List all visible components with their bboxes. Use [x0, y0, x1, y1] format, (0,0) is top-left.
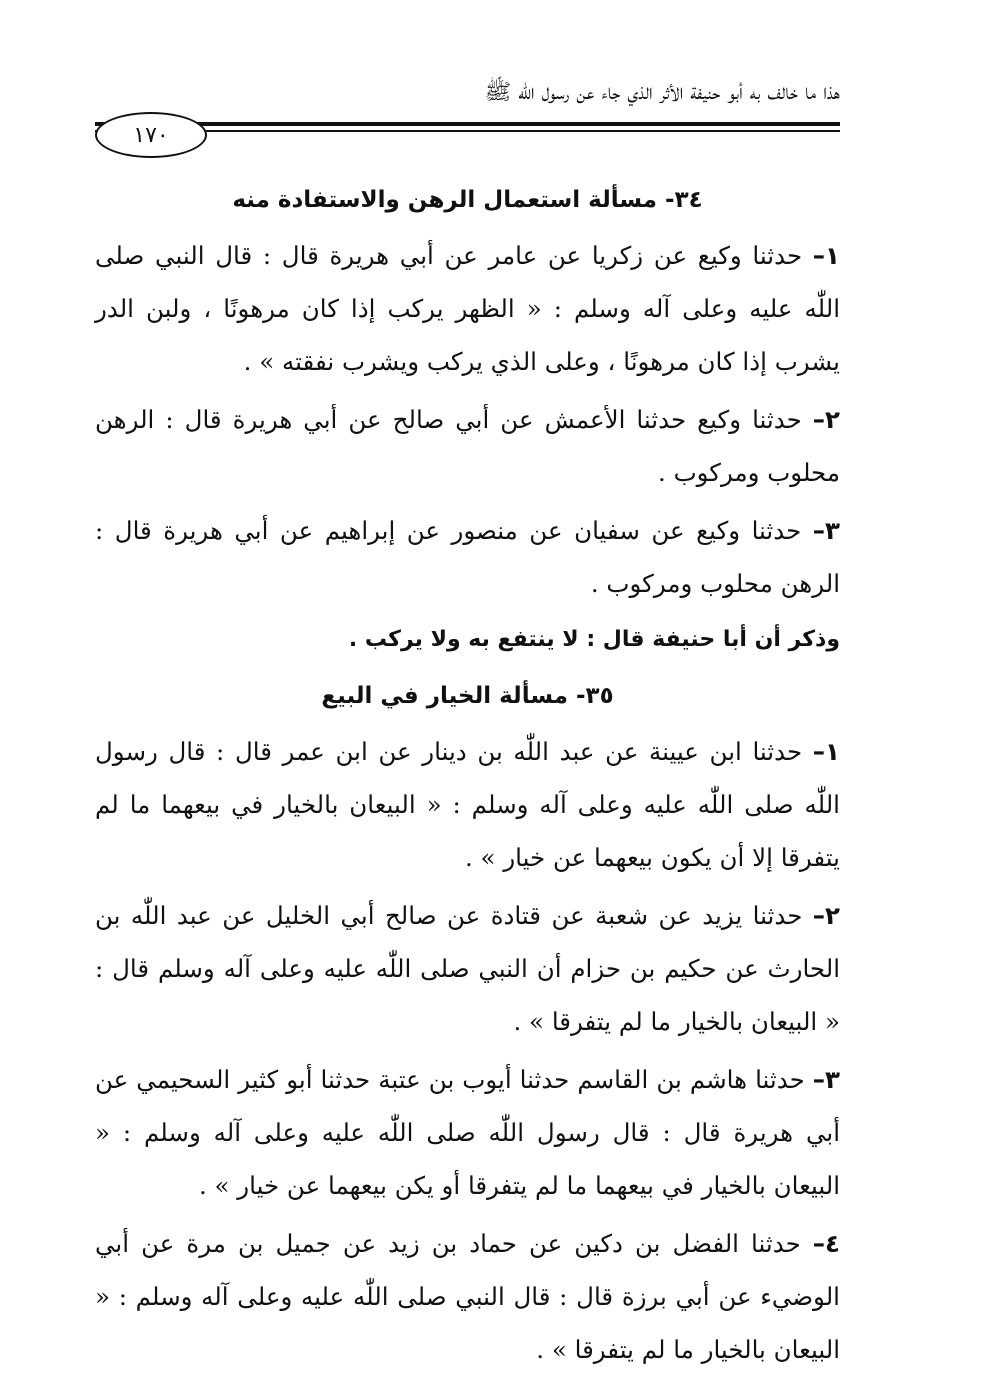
hadith-text: حدثنا وكيع حدثنا الأعمش عن أبي صالح عن أبي هريرة قال : الرهن محلوب ومركوب . — [95, 405, 840, 487]
hadith-paragraph — [95, 228, 840, 388]
hadith-number: ١– — [812, 737, 840, 766]
section-title-35: ٣٥- مسألة الخيار في البيع — [321, 683, 614, 709]
hadith-text: حدثنا وكيع عن سفيان عن منصور عن إبراهيم عن أبي هريرة قال : الرهن محلوب ومركوب . — [95, 516, 840, 598]
running-header — [95, 70, 840, 148]
hadith-paragraph — [95, 888, 840, 1048]
hadith-number: ٣– — [812, 516, 840, 545]
running-title: هذا ما خالف به أبو حنيفة الأثر الذي جاء عن رسول اللّٰه ﷺ — [484, 80, 840, 105]
hadith-paragraph — [95, 1216, 840, 1376]
hadith-paragraph — [95, 724, 840, 884]
hadith-text: حدثنا ابن عيينة عن عبد اللّٰه بن دينار عن ابن عمر قال : قال رسول اللّٰه صلى اللّٰه عليه وعلى آله وسلم : « البيعان بالخيار في بيعهما ما لم يتفرقا إلا أن يكون بيعهما عن خيار » . — [95, 737, 840, 872]
hadith-number: ٣– — [812, 1065, 840, 1094]
hadith-paragraph — [95, 1052, 840, 1212]
hadith-text: حدثنا يزيد عن شعبة عن قتادة عن صالح أبي الخليل عن عبد اللّٰه بن الحارث عن حكيم بن حزام أن النبي صلى اللّٰه عليه وعلى آله وسلم قال : « البيعان بالخيار ما لم يتفرقا » . — [95, 901, 840, 1036]
section-title-34: ٣٤- مسألة استعمال الرهن والاستفادة منه — [232, 187, 703, 213]
header-rule — [95, 122, 840, 126]
abu-hanifa-opinion: وذكر أن أبا حنيفة قال : لا ينتفع به ولا يركب . — [348, 627, 840, 652]
page-content — [95, 178, 840, 1380]
hadith-text: حدثنا وكيع عن زكريا عن عامر عن أبي هريرة قال : قال النبي صلى اللّٰه عليه وعلى آله وسلم : « الظهر يركب إذا كان مرهونًا ، ولبن الدر يشرب إذا كان مرهونًا ، وعلى الذي يركب ويشرب نفقته » . — [95, 241, 840, 376]
hadith-number: ٤– — [812, 1229, 840, 1258]
hadith-number: ٢– — [812, 901, 840, 930]
hadith-text: حدثنا الفضل بن دكين عن حماد بن زيد عن جميل بن مرة عن أبي الوضيء عن أبي برزة قال : قال النبي صلى اللّٰه عليه وعلى آله وسلم : « البيعان بالخيار ما لم يتفرقا » . — [95, 1229, 840, 1364]
header-rule-thin — [95, 130, 840, 132]
book-page — [95, 70, 841, 1364]
page-number — [95, 112, 207, 158]
hadith-number: ٢– — [812, 405, 840, 434]
hadith-number: ١– — [812, 241, 840, 270]
hadith-text: حدثنا هاشم بن القاسم حدثنا أيوب بن عتبة حدثنا أبو كثير السحيمي عن أبي هريرة قال : قال رسول اللّٰه صلى اللّٰه عليه وعلى آله وسلم : « البيعان بالخيار في بيعهما ما لم يتفرقا أو يكن بيعهما عن خيار » . — [95, 1065, 841, 1200]
hadith-paragraph — [95, 503, 840, 610]
page-number-text: ١٧٠ — [133, 122, 169, 148]
hadith-paragraph — [95, 392, 840, 499]
